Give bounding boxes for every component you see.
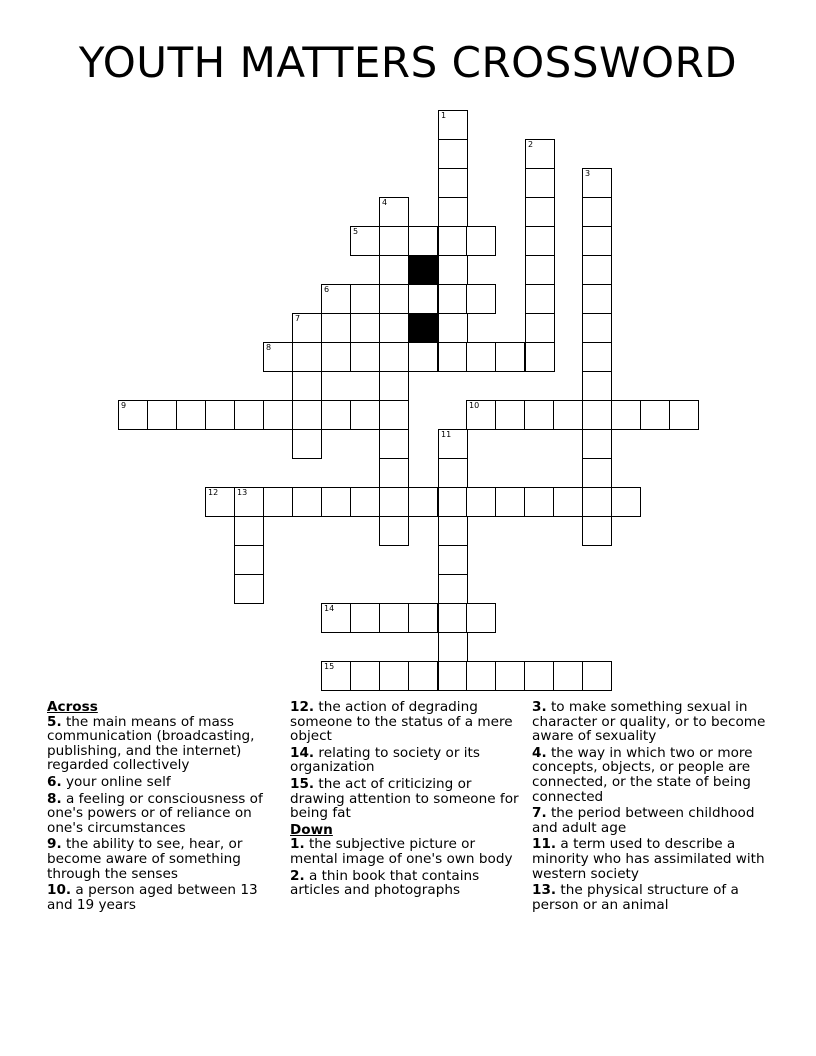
clue-item <box>532 883 767 912</box>
clue-item-number: 15. <box>290 775 315 792</box>
crossword-cell[interactable] <box>379 284 409 314</box>
crossword-cell[interactable] <box>525 226 555 256</box>
crossword-cell[interactable] <box>350 487 380 517</box>
crossword-cell[interactable] <box>466 400 496 430</box>
clue-item <box>290 837 525 866</box>
crossword-cell[interactable] <box>466 284 496 314</box>
clue-item-text: the physical structure of a person or an animal <box>532 882 739 913</box>
clue-item-text: the ability to see, hear, or become aware of something through the senses <box>47 836 243 882</box>
crossword-cell[interactable] <box>495 400 525 430</box>
crossword-cell[interactable] <box>438 574 468 604</box>
clue-item-text: relating to society or its organization <box>290 744 480 776</box>
crossword-cell[interactable] <box>438 226 468 256</box>
crossword-cell[interactable] <box>350 603 380 633</box>
clue-item-text: the act of criticizing or drawing attention to someone for being fat <box>290 775 519 822</box>
crossword-cell[interactable] <box>408 487 438 517</box>
crossword-cell[interactable] <box>553 400 583 430</box>
clue-item-text: the action of degrading someone to the status of a mere object <box>290 699 513 745</box>
clue-item-number: 6. <box>47 773 62 790</box>
crossword-cell[interactable] <box>379 197 409 227</box>
clue-item-number: 4. <box>532 744 547 761</box>
crossword-cell[interactable] <box>408 661 438 691</box>
clue-item <box>290 700 525 744</box>
crossword-cell[interactable] <box>350 661 380 691</box>
crossword-cell[interactable] <box>525 139 555 169</box>
crossword-block <box>408 313 438 343</box>
clue-number: 15 <box>324 662 335 671</box>
crossword-cell[interactable] <box>205 400 235 430</box>
clue-item-text: your online self <box>61 773 171 790</box>
clue-number: 10 <box>469 401 480 410</box>
crossword-cell[interactable] <box>234 516 264 546</box>
crossword-cell[interactable] <box>350 342 380 372</box>
crossword-cell[interactable] <box>466 603 496 633</box>
clue-item-number: 3. <box>532 699 547 715</box>
clue-number: 3 <box>585 169 591 178</box>
clue-item-text: the subjective picture or mental image of one's own body <box>290 836 513 867</box>
crossword-cell[interactable] <box>438 342 468 372</box>
clue-item <box>532 700 767 744</box>
clue-number: 14 <box>324 604 335 613</box>
clues-column-3 <box>532 700 767 914</box>
page-title: YOUTH MATTERS CROSSWORD <box>78 38 738 87</box>
crossword-cell[interactable] <box>292 342 322 372</box>
crossword-cell[interactable] <box>292 371 322 401</box>
crossword-cell[interactable] <box>582 400 612 430</box>
clue-item-number: 13. <box>532 882 557 899</box>
crossword-cell[interactable] <box>438 284 468 314</box>
crossword-cell[interactable] <box>438 197 468 227</box>
crossword-cell[interactable] <box>321 661 351 691</box>
crossword-cell[interactable] <box>582 487 612 517</box>
clue-item-number: 10. <box>47 882 72 899</box>
crossword-cell[interactable] <box>379 429 409 459</box>
clue-item <box>47 792 282 836</box>
clue-item-number: 2. <box>290 867 305 884</box>
crossword-cell[interactable] <box>379 661 409 691</box>
crossword-cell[interactable] <box>234 545 264 575</box>
clue-item <box>47 715 282 773</box>
crossword-cell[interactable] <box>176 400 206 430</box>
crossword-cell[interactable] <box>350 313 380 343</box>
clue-item-text: a term used to describe a minority who has assimilated with western society <box>532 836 765 882</box>
crossword-cell[interactable] <box>582 516 612 546</box>
crossword-cell[interactable] <box>611 487 641 517</box>
clue-number: 13 <box>237 488 248 497</box>
clue-item-number: 5. <box>47 713 62 730</box>
crossword-cell[interactable] <box>524 487 554 517</box>
crossword-cell[interactable] <box>350 226 380 256</box>
crossword-cell[interactable] <box>379 255 409 285</box>
crossword-cell[interactable] <box>438 632 468 662</box>
crossword-cell[interactable] <box>292 313 322 343</box>
crossword-cell[interactable] <box>582 284 612 314</box>
crossword-cell[interactable] <box>438 313 468 343</box>
clue-item-text: the period between childhood and adult age <box>532 805 755 836</box>
crossword-cell[interactable] <box>205 487 235 517</box>
clue-number: 7 <box>295 314 301 323</box>
crossword-cell[interactable] <box>582 226 612 256</box>
crossword-cell[interactable] <box>582 168 612 198</box>
crossword-cell[interactable] <box>379 371 409 401</box>
crossword-cell[interactable] <box>379 487 409 517</box>
crossword-cell[interactable] <box>379 342 409 372</box>
crossword-cell[interactable] <box>321 603 351 633</box>
crossword-cell[interactable] <box>524 661 554 691</box>
clue-item-number: 12. <box>290 699 315 715</box>
clue-number: 5 <box>353 227 359 236</box>
crossword-cell[interactable] <box>263 487 293 517</box>
crossword-cell[interactable] <box>408 342 438 372</box>
crossword-cell[interactable] <box>438 487 468 517</box>
crossword-cell[interactable] <box>524 400 554 430</box>
crossword-cell[interactable] <box>438 139 468 169</box>
clue-item-text: the way in which two or more concepts, objects, or people are connected, or the state of being connected <box>532 744 753 805</box>
crossword-cell[interactable] <box>438 168 468 198</box>
crossword-cell[interactable] <box>466 342 496 372</box>
crossword-cell[interactable] <box>379 458 409 488</box>
crossword-cell[interactable] <box>582 197 612 227</box>
crossword-cell[interactable] <box>466 487 496 517</box>
clue-number: 2 <box>528 140 534 149</box>
crossword-cell[interactable] <box>408 226 438 256</box>
crossword-cell[interactable] <box>525 197 555 227</box>
clue-item-number: 8. <box>47 790 62 807</box>
crossword-cell[interactable] <box>525 255 555 285</box>
clues-column-1 <box>47 700 282 914</box>
crossword-cell[interactable] <box>321 400 351 430</box>
crossword-cell[interactable] <box>438 661 468 691</box>
across-heading: Across <box>47 699 98 715</box>
crossword-cell[interactable] <box>321 313 351 343</box>
crossword-cell[interactable] <box>438 545 468 575</box>
crossword-cell[interactable] <box>292 429 322 459</box>
clue-number: 1 <box>441 111 447 120</box>
crossword-cell[interactable] <box>408 603 438 633</box>
crossword-cell[interactable] <box>379 313 409 343</box>
clue-number: 11 <box>441 430 452 439</box>
crossword-cell[interactable] <box>495 342 525 372</box>
crossword-cell[interactable] <box>379 226 409 256</box>
crossword-cell[interactable] <box>379 516 409 546</box>
down-heading: Down <box>290 821 333 838</box>
crossword-cell[interactable] <box>582 429 612 459</box>
clue-number: 12 <box>208 488 219 497</box>
crossword-cell[interactable] <box>525 313 555 343</box>
crossword-cell[interactable] <box>525 342 555 372</box>
crossword-cell[interactable] <box>553 661 583 691</box>
crossword-cell[interactable] <box>263 342 293 372</box>
clue-item-number: 7. <box>532 805 547 822</box>
crossword-cell[interactable] <box>234 487 264 517</box>
clue-item-text: to make something sexual in character or quality, or to become aware of sexuality <box>532 699 766 745</box>
clue-item-text: a thin book that contains articles and photographs <box>290 867 480 899</box>
crossword-cell[interactable] <box>379 400 409 430</box>
clue-item <box>47 775 282 790</box>
crossword-cell[interactable] <box>234 400 264 430</box>
crossword-cell[interactable] <box>263 400 293 430</box>
clue-number: 6 <box>324 285 330 294</box>
crossword-cell[interactable] <box>438 110 468 140</box>
crossword-block <box>408 255 438 285</box>
clue-item-number: 9. <box>47 836 62 853</box>
crossword-cell[interactable] <box>582 313 612 343</box>
crossword-cell[interactable] <box>234 574 264 604</box>
crossword-cell[interactable] <box>350 400 380 430</box>
clue-item <box>290 777 525 821</box>
crossword-cell[interactable] <box>669 400 699 430</box>
clue-item-text: a feeling or consciousness of one's powers or of reliance on one's circumstances <box>47 790 263 836</box>
clue-item-text: the main means of mass communication (broadcasting, publishing, and the internet) regarded collectively <box>47 713 255 774</box>
clue-number: 8 <box>266 343 272 352</box>
crossword-cell[interactable] <box>582 661 612 691</box>
clue-item <box>290 869 525 898</box>
clues-column-2 <box>290 700 525 900</box>
crossword-cell[interactable] <box>582 342 612 372</box>
clue-item-number: 1. <box>290 836 305 853</box>
crossword-cell[interactable] <box>438 429 468 459</box>
crossword-cell[interactable] <box>292 487 322 517</box>
crossword-cell[interactable] <box>350 284 380 314</box>
clue-item <box>47 883 282 912</box>
crossword-cell[interactable] <box>321 342 351 372</box>
crossword-cell[interactable] <box>495 661 525 691</box>
crossword-cell[interactable] <box>438 255 468 285</box>
crossword-cell[interactable] <box>466 226 496 256</box>
crossword-cell[interactable] <box>438 458 468 488</box>
clue-number: 4 <box>382 198 388 207</box>
clue-item-number: 14. <box>290 744 315 761</box>
clue-item <box>532 837 767 881</box>
clue-item <box>290 746 525 775</box>
crossword-cell[interactable] <box>582 371 612 401</box>
crossword-cell[interactable] <box>611 400 641 430</box>
clue-item <box>47 837 282 881</box>
clue-item <box>532 806 767 835</box>
clue-number: 9 <box>121 401 127 410</box>
crossword-cell[interactable] <box>582 458 612 488</box>
crossword-cell[interactable] <box>408 284 438 314</box>
crossword-cell[interactable] <box>147 400 177 430</box>
crossword-cell[interactable] <box>321 487 351 517</box>
crossword-cell[interactable] <box>495 487 525 517</box>
crossword-cell[interactable] <box>525 168 555 198</box>
clue-item-text: a person aged between 13 and 19 years <box>47 882 258 913</box>
crossword-cell[interactable] <box>118 400 148 430</box>
crossword-cell[interactable] <box>525 284 555 314</box>
clue-item <box>532 746 767 804</box>
crossword-cell[interactable] <box>438 603 468 633</box>
crossword-cell[interactable] <box>640 400 670 430</box>
clue-item-number: 11. <box>532 836 557 853</box>
crossword-cell[interactable] <box>466 661 496 691</box>
crossword-cell[interactable] <box>379 603 409 633</box>
crossword-cell[interactable] <box>582 255 612 285</box>
crossword-cell[interactable] <box>321 284 351 314</box>
crossword-cell[interactable] <box>553 487 583 517</box>
crossword-cell[interactable] <box>438 516 468 546</box>
crossword-cell[interactable] <box>292 400 322 430</box>
